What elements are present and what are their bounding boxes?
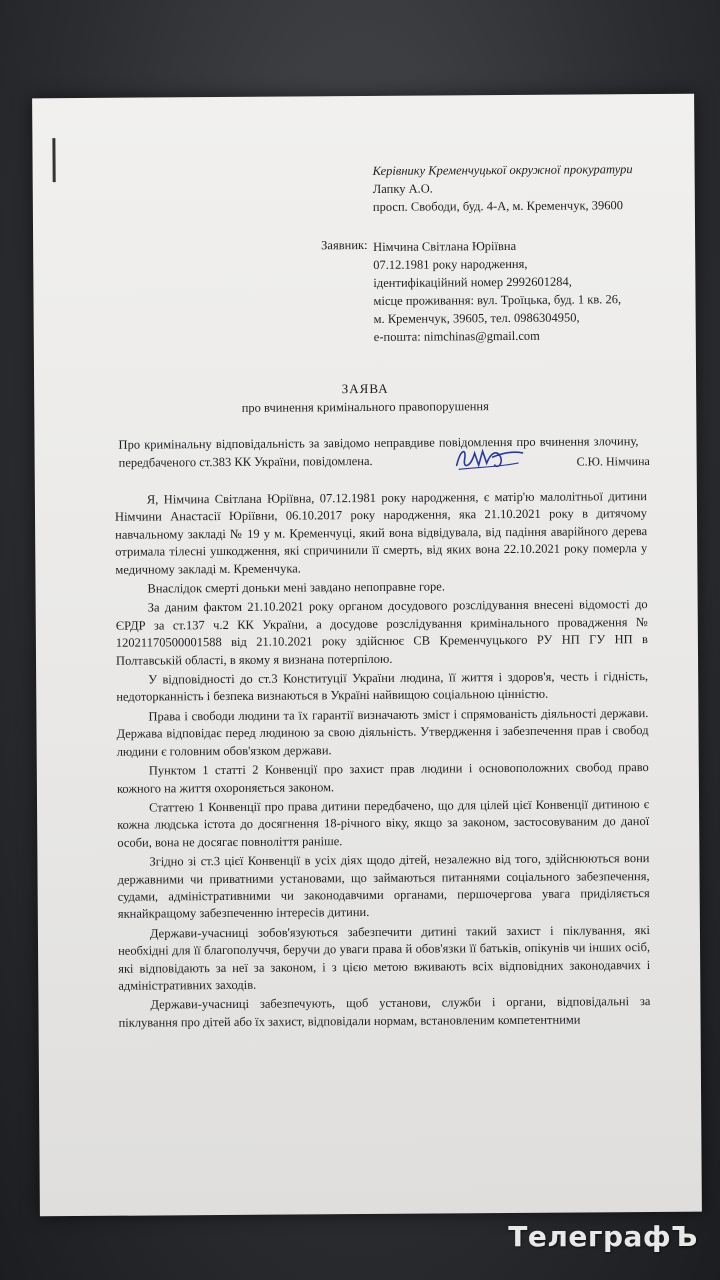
body-paragraph: Я, Німчина Світлана Юріївна, 07.12.1981 року народження, є матір'ю малолітньої дитини Німчини Анастасії Юріївни, 06.10.2017 року народження, яка 21.10.2021 року в дитячому навчальному закладі № 19 у м. Кременчуці, який вона відвідувала, від падіння аварійного дерева отримала тілесні ушкодження, які спричинили її смерть, від яких вона 22.10.2021 року померла у медичному закладі м. Кременчука. bbox=[114, 489, 648, 577]
handwritten-signature bbox=[453, 443, 527, 474]
document-subtitle: про вчинення кримінального правопорушення bbox=[241, 399, 489, 415]
body-paragraph: Держави-учасниці забезпечують, щоб установи, служби і органи, відповідальні за піклування про дітей або їх захист, відповідали нормам, встановленим компетентними bbox=[118, 994, 651, 1030]
liability-warning: Про кримінальну відповідальність за завідомо неправдиве повідомлення про вчинення злочину, передбаченого ст.383 КК України, повідомлена. bbox=[118, 434, 639, 470]
applicant-line: місце проживання: вул. Троїцька, буд. 1 кв. 26, bbox=[373, 292, 622, 308]
body-paragraph: Права і свободи людини та їх гарантії визначають зміст і спрямованість діяльності держави. Держава відповідає перед людиною за свою діяльність. Утвердження і забезпечення прав і свобод людини є головним обов'язком держави. bbox=[116, 705, 649, 759]
body-paragraph: Згідно зі ст.3 цієї Конвенції в усіх діях щодо дітей, незалежно від того, здійснюються вони державними чи приватними установами, що займаються питаннями соціального забезпечення, судами, адміністративними чи законодавчими органами, першочергова увага приділяється якнайкращому забезпеченню інтересів дитини. bbox=[117, 851, 650, 922]
signer-name: С.Ю. Німчина bbox=[576, 454, 650, 469]
margin-mark bbox=[52, 138, 55, 182]
body-paragraph: Внаслідок смерті доньки мені завдано непоправне горе. bbox=[147, 579, 445, 596]
body-paragraph: Пунктом 1 статті 2 Конвенції про захист прав людини і основоположних свобод право кожного на життя охороняється законом. bbox=[116, 760, 649, 796]
document-title: ЗАЯВА bbox=[341, 380, 389, 397]
applicant-label: Заявник: bbox=[321, 237, 368, 253]
applicant-line: ідентифікаційний номер 2992601284, bbox=[373, 274, 572, 290]
body-paragraph: Держави-учасниці зобов'язуються забезпечити дитині такий захист і піклування, які необхідні для її благополуччя, беручи до уваги права й обов'язки її батьків, опікунів чи інших осіб, які відповідають за неї за законом, і з цією метою вживають всіх відповідних законодавчих і адміністративних заходів. bbox=[118, 922, 651, 993]
recipient-block bbox=[373, 160, 633, 216]
recipient-line: просп. Свободи, буд. 4-А, м. Кременчук, 39600 bbox=[372, 198, 624, 214]
applicant-block bbox=[373, 236, 621, 346]
applicant-line: Німчина Світлана Юріївна bbox=[373, 238, 517, 254]
body-paragraph: За даним фактом 21.10.2021 року органом досудового розслідування внесені відомості до ЄРДР за ст.137 ч.2 КК України, а досудове розслідування кримінального провадження № 12021170500001588 від 21.10.2021 року здійснює СВ Кременчуцького РУ НП ГУ НП в Полтавській області, в якому я визнана потерпілою. bbox=[115, 597, 648, 668]
body-paragraph: Статтею 1 Конвенції про права дитини передбачено, що для цілей цієї Конвенції дитиною є кожна людська істота до досягнення 18-річного віку, якщо за законом, застосовуваним до даної особи, вона не досягає повноліття раніше. bbox=[117, 796, 650, 850]
recipient-line: Керівнику Кременчуцької окружної прокуратури bbox=[372, 162, 633, 178]
applicant-line: 07.12.1981 року народження, bbox=[373, 256, 528, 272]
document-body bbox=[115, 488, 651, 1034]
body-paragraph: У відповідності до ст.3 Конституції України людина, її життя і здоров'я, честь і гідність, недоторканність і безпека визнаються в Україні найвищою соціальною цінністю. bbox=[116, 669, 649, 705]
site-watermark: ТелеграфЪ bbox=[508, 1220, 698, 1253]
recipient-line: Лапку А.О. bbox=[372, 181, 433, 196]
document-page bbox=[32, 94, 702, 1217]
applicant-line: е-пошта: nimchinas@gmail.com bbox=[373, 328, 540, 344]
applicant-line: м. Кременчук, 39605, тел. 0986304950, bbox=[373, 310, 580, 326]
